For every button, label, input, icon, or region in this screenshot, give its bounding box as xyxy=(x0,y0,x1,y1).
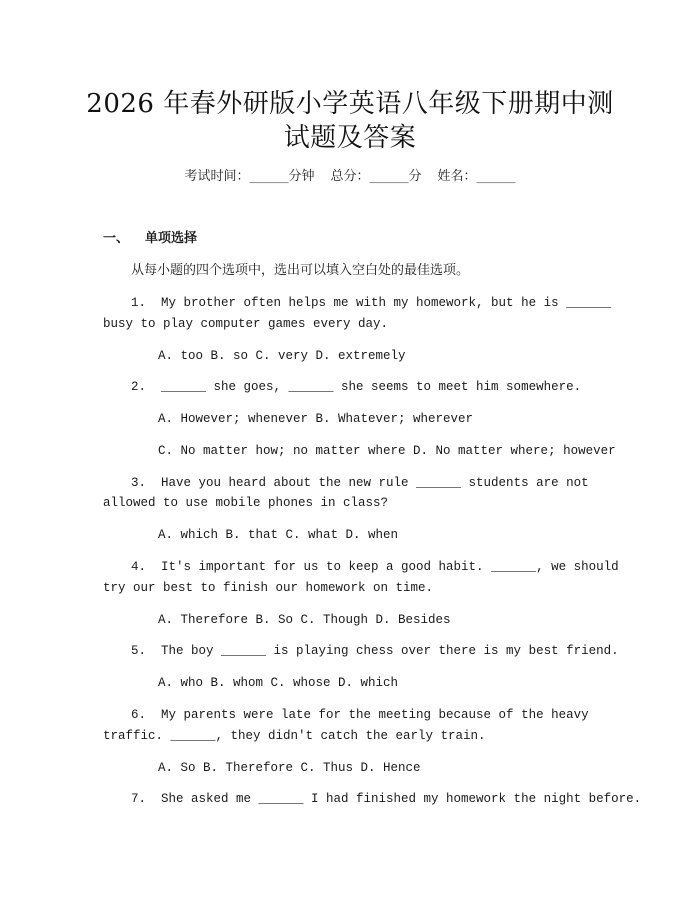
total-score-field: 总分：______分 xyxy=(330,169,422,184)
question-7-text: 7. She asked me ______ I had finished my homework the night before. xyxy=(131,792,642,806)
question-1-options: A. too B. so C. very D. extremely xyxy=(158,349,406,363)
section-heading xyxy=(103,230,197,248)
question-5-options: A. who B. whom C. whose D. which xyxy=(158,676,399,690)
question-3-text: 3. Have you heard about the new rule ______ students are not xyxy=(131,476,589,490)
question-5-text: 5. The boy ______ is playing chess over there is my best friend. xyxy=(131,644,619,658)
question-2-options-b: C. No matter how; no matter where D. No matter where; however xyxy=(158,444,616,458)
question-4-options: A. Therefore B. So C. Though D. Besides xyxy=(158,613,451,627)
section-number: 一、 xyxy=(103,231,130,246)
exam-time-field: 考试时间：______分钟 xyxy=(184,169,315,184)
page-title-line-2: 试题及答案 xyxy=(283,123,417,153)
question-2-text: 2. ______ she goes, ______ she seems to meet him somewhere. xyxy=(131,380,582,394)
exam-meta xyxy=(0,168,700,186)
question-1-text: 1. My brother often helps me with my homework, but he is ______ xyxy=(131,296,612,310)
question-3-text-cont: allowed to use mobile phones in class? xyxy=(103,496,389,510)
question-6-text: 6. My parents were late for the meeting because of the heavy xyxy=(131,708,589,722)
question-6-options: A. So B. Therefore C. Thus D. Hence xyxy=(158,761,421,775)
instruction-text: 从每小题的四个选项中，选出可以填入空白处的最佳选项。 xyxy=(131,263,470,278)
question-4-text: 4. It's important for us to keep a good habit. ______, we should xyxy=(131,560,619,574)
question-3-options: A. which B. that C. what D. when xyxy=(158,528,399,542)
question-6-text-cont: traffic. ______, they didn't catch the early train. xyxy=(103,729,486,743)
student-name-field: 姓名：______ xyxy=(437,169,516,184)
question-2-options-a: A. However; whenever B. Whatever; wherever xyxy=(158,412,474,426)
section-title: 单项选择 xyxy=(145,231,198,246)
page-title-line-1: 2026 年春外研版小学英语八年级下册期中测 xyxy=(86,89,614,119)
question-1-text-cont: busy to play computer games every day. xyxy=(103,317,389,331)
question-4-text-cont: try our best to finish our homework on time. xyxy=(103,581,434,595)
